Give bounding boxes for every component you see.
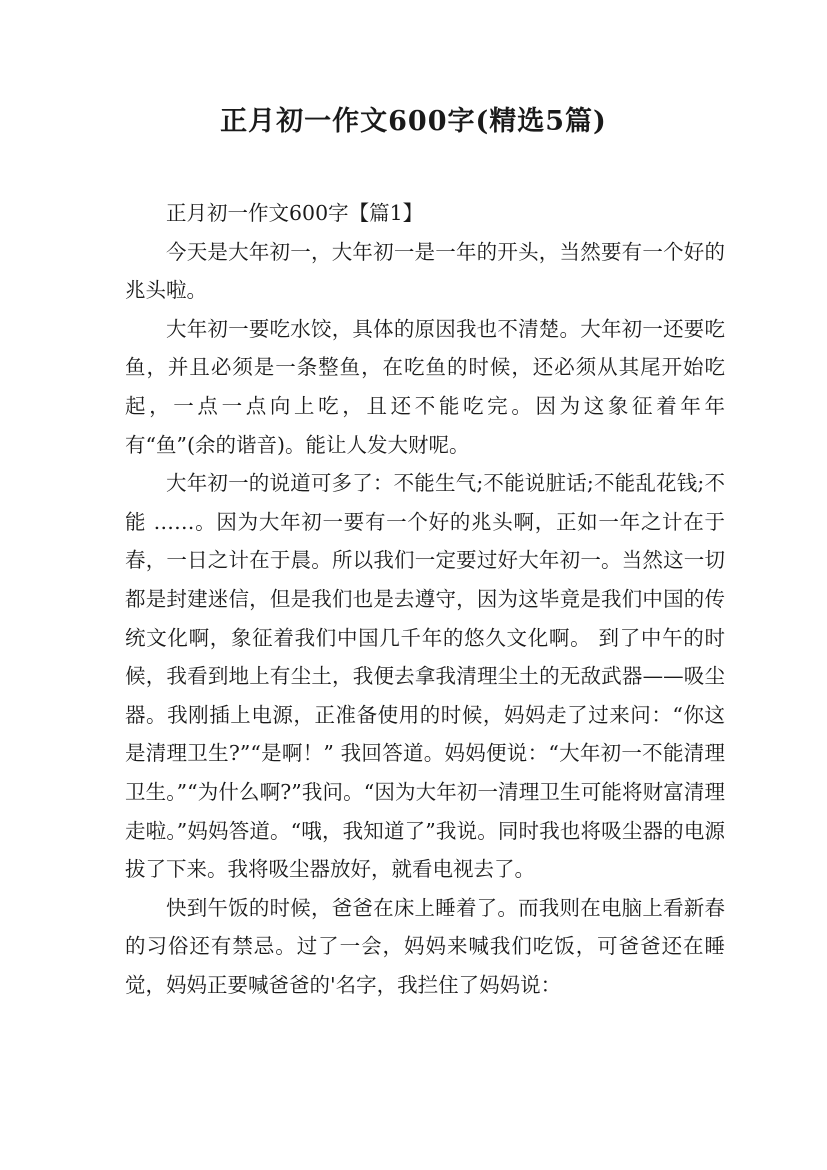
section-heading: 正月初一作文600字【篇1】 [166,201,424,225]
paragraph-2: 大年初一要吃水饺，具体的原因我也不清楚。大年初一还要吃鱼，并且必须是一条整鱼，在吃鱼的时候，还必须从其尾开始吃起，一点一点向上吃，且还不能吃完。因为这象征着年年有“鱼”(余的谐音)。能让人发大财呢。 [125,316,725,457]
paragraph-3: 大年初一的说道可多了：不能生气;不能说脏话;不能乱花钱;不能 ……。因为大年初一要有一个好的兆头啊，正如一年之计在于春，一日之计在于晨。所以我们一定要过好大年初一。当然这一切都是封建迷信，但是我们也是去遵守，因为这毕竟是我们中国的传统文化啊，象征着我们中国几千年的悠久文化啊。 到了中午的时候，我看到地上有尘土，我便去拿我清理尘土的无敌武器——吸尘器。我刚插上电源，正准备使用的时候，妈妈走了过来问：“你这是清理卫生?”“是啊！” 我回答道。妈妈便说：“大年初一不能清理卫生。”“为什么啊?”我问。“因为大年初一清理卫生可能将财富清理走啦。”妈妈答道。“哦，我知道了”我说。同时我也将吸尘器的电源拔了下来。我将吸尘器放好，就看电视去了。 [125,471,725,882]
paragraph-4: 快到午饭的时候，爸爸在床上睡着了。而我则在电脑上看新春的习俗还有禁忌。过了一会，妈妈来喊我们吃饭，可爸爸还在睡觉，妈妈正要喊爸爸的'名字，我拦住了妈妈说： [125,895,725,997]
paragraph-1: 今天是大年初一，大年初一是一年的开头，当然要有一个好的兆头啦。 [125,239,725,303]
document-body [125,194,725,1004]
document-title: 正月初一作文600字(精选5篇) [220,106,607,137]
